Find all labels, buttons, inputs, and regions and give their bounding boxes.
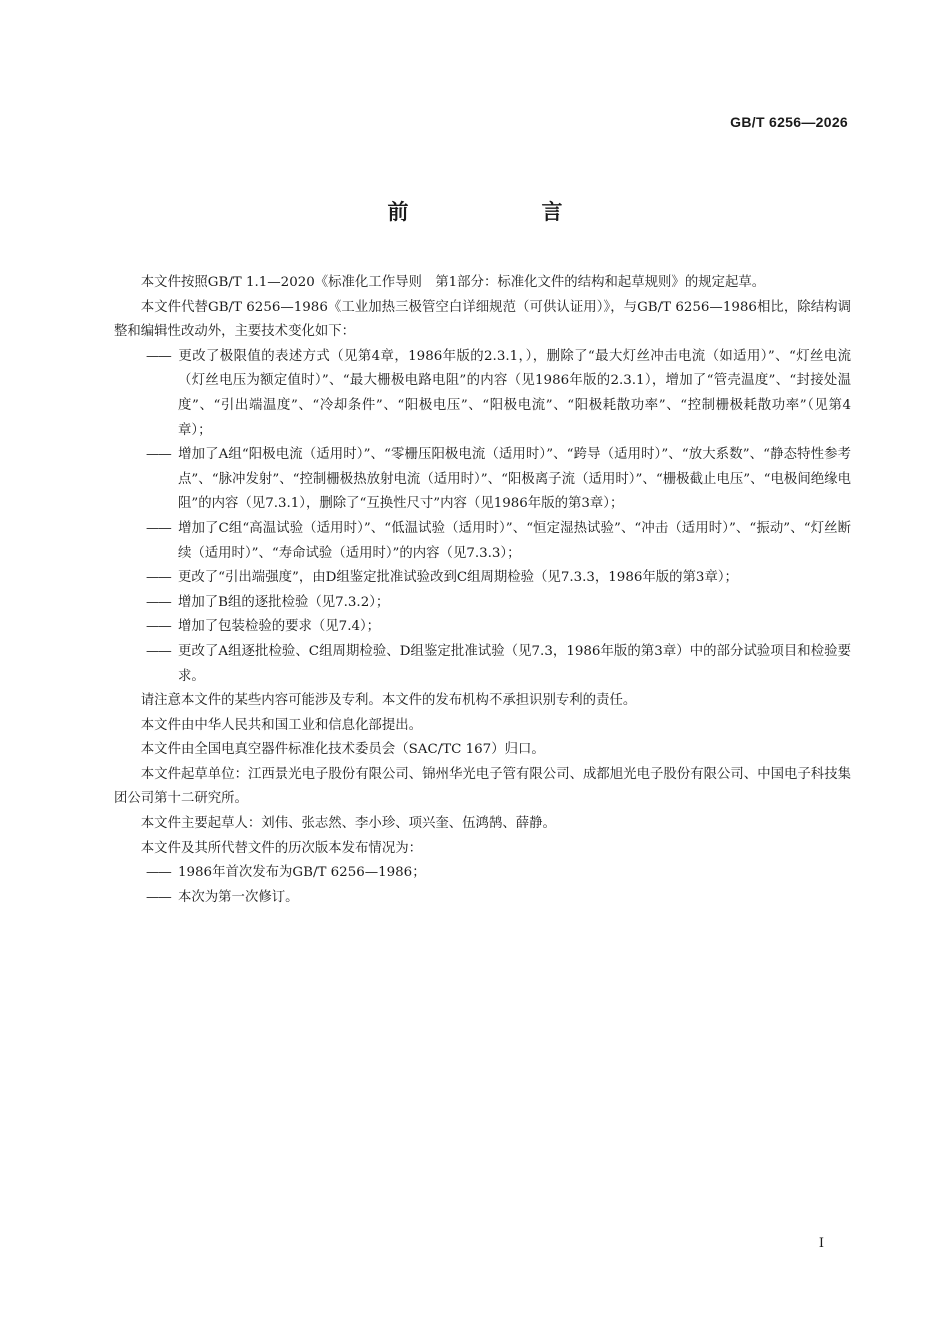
- paragraph-main-drafters: 本文件主要起草人：刘伟、张志然、李小珍、项兴奎、伍鸿鹄、薛静。: [140, 816, 556, 832]
- dash-marker: ——: [146, 865, 171, 881]
- change-text: 更改了A组逐批检验、C组周期检验、D组鉴定批准试验（见7.3，1986年版的第3章）中的部分试验项目和检验要求。: [178, 643, 851, 684]
- change-list-item: [114, 517, 851, 566]
- change-list-item: [114, 443, 851, 517]
- dash-marker: ——: [146, 619, 171, 635]
- dash-marker: ——: [146, 889, 171, 905]
- dash-marker: ——: [146, 643, 171, 659]
- paragraph-history-intro: 本文件及其所代替文件的历次版本发布情况为：: [140, 840, 422, 856]
- change-list-item: [114, 640, 851, 689]
- dash-marker: ——: [146, 594, 171, 610]
- paragraph-administered-by: 本文件由全国电真空器件标准化技术委员会（SAC/TC 167）归口。: [140, 742, 545, 758]
- standard-number-header: GB/T 6256—2026: [730, 114, 848, 130]
- document-body: [114, 271, 851, 910]
- change-text: 增加了A组“阳极电流（适用时）”、“零栅压阳极电流（适用时）”、“跨导（适用时）”、“放大系数”、“静态特性参考点”、“脉冲发射”、“控制栅极热放射电流（适用时）”、“阳极离子流（适用时）”、“栅极截止电压”、“电极间绝缘电阻”的内容（见7.3.1），删除了“互换性尺寸”内容（见1986年版的第3章）；: [178, 447, 851, 512]
- change-list-item: [114, 615, 851, 640]
- change-text: 更改了极限值的表述方式（见第4章，1986年版的2.3.1，），删除了“最大灯丝冲击电流（如适用）”、“灯丝电流（灯丝电压为额定值时）”、“最大栅极电路电阻”的内容（见1986年版的2.3.1），增加了“管壳温度”、“封接处温度”、“引出端温度”、“冷却条件”、“阳极电压”、“阳极电流”、“阳极耗散功率”、“控制栅极耗散功率”（见第4章）；: [178, 348, 851, 438]
- change-list-item: [114, 566, 851, 591]
- history-text: 本次为第一次修订。: [178, 889, 299, 905]
- paragraph-patent-notice: 请注意本文件的某些内容可能涉及专利。本文件的发布机构不承担识别专利的责任。: [140, 693, 637, 709]
- page-number: I: [818, 1236, 824, 1251]
- history-text: 1986年首次发布为GB/T 6256—1986；: [178, 865, 426, 881]
- change-text: 增加了C组“高温试验（适用时）”、“低温试验（适用时）”、“恒定湿热试验”、“冲击（适用时）”、“振动”、“灯丝断续（适用时）”、“寿命试验（适用时）”的内容（见7.3.3）；: [178, 520, 851, 561]
- dash-marker: ——: [146, 570, 171, 586]
- dash-marker: ——: [146, 348, 171, 364]
- change-list-item: [114, 591, 851, 616]
- page-title: 前 言: [387, 200, 619, 224]
- paragraph-proposed-by: 本文件由中华人民共和国工业和信息化部提出。: [140, 717, 422, 733]
- change-text: 增加了B组的逐批检验（见7.3.2）；: [178, 594, 390, 610]
- history-list-item: [114, 861, 851, 886]
- change-text: 更改了“引出端强度”，由D组鉴定批准试验改到C组周期检验（见7.3.3，1986年版的第3章）；: [178, 570, 738, 586]
- paragraph-drafting-rules: 本文件按照GB/T 1.1—2020《标准化工作导则 第1部分：标准化文件的结构和起草规则》的规定起草。: [140, 275, 766, 290]
- dash-marker: ——: [146, 520, 171, 536]
- change-list-item: [114, 345, 851, 443]
- change-text: 增加了包装检验的要求（见7.4）；: [178, 619, 381, 635]
- history-list-item: [114, 886, 851, 911]
- paragraph-drafting-organizations: 本文件起草单位：江西景光电子股份有限公司、锦州华光电子管有限公司、成都旭光电子股份有限公司、中国电子科技集团公司第十二研究所。: [114, 766, 851, 807]
- dash-marker: ——: [146, 447, 171, 463]
- paragraph-replacement: 本文件代替GB/T 6256—1986《工业加热三极管空白详细规范（可供认证用）》，与GB/T 6256—1986相比，除结构调整和编辑性改动外，主要技术变化如下：: [114, 299, 851, 340]
